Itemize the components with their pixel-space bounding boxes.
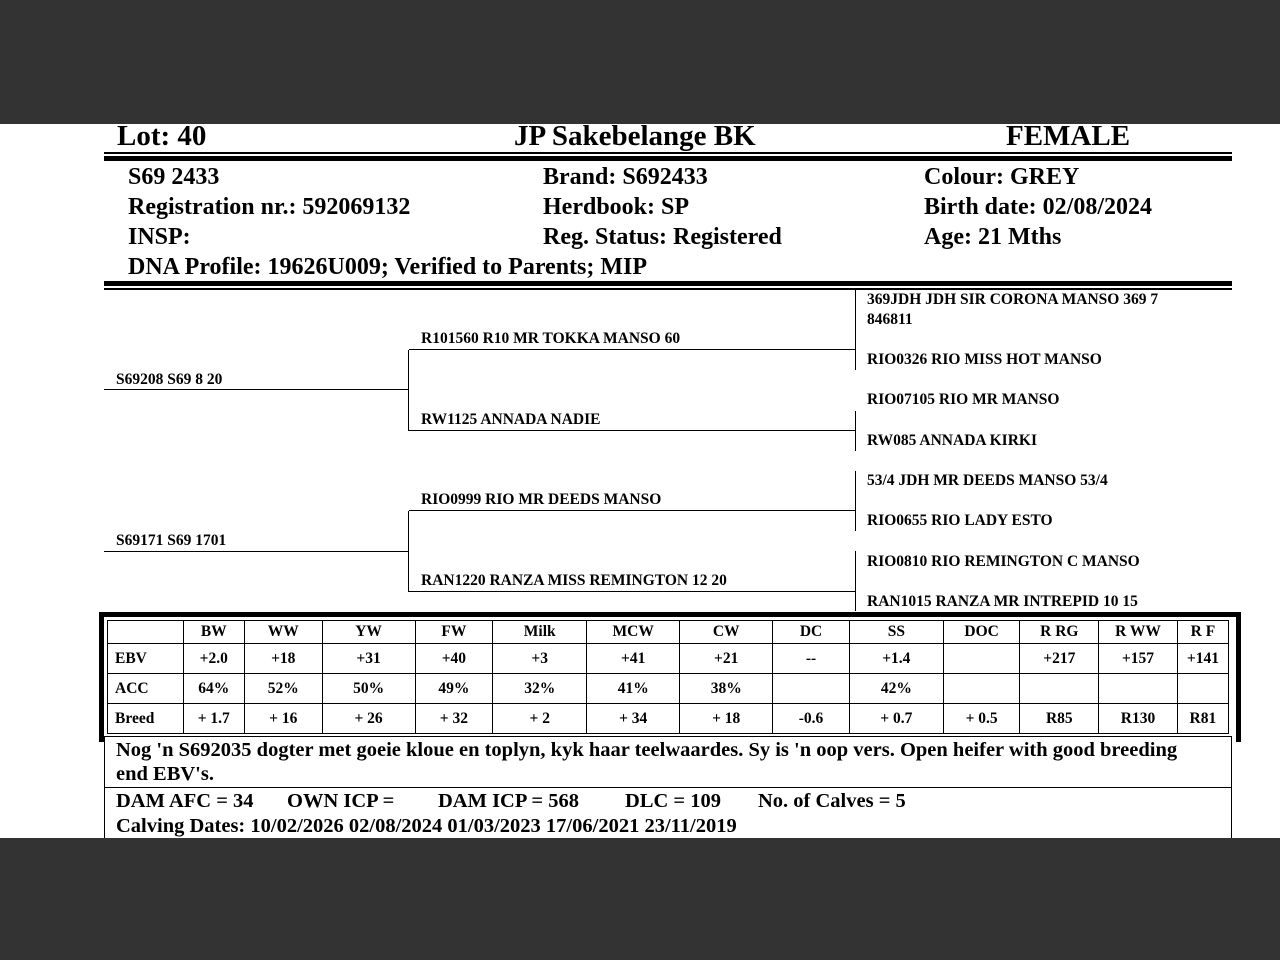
- acc-cell: 49%: [415, 674, 493, 704]
- acc-row-label: ACC: [108, 674, 184, 704]
- dam-sire-name: RIO0999 RIO MR DEEDS MANSO: [421, 491, 662, 508]
- ebv-header-cell: YW: [322, 621, 415, 644]
- acc-row: [108, 674, 1229, 704]
- pedigree-line-dam-sire: [409, 510, 856, 511]
- acc-cell: [1020, 674, 1099, 704]
- pedigree-line-sire-dam: [409, 430, 856, 431]
- ebv-cell: +141: [1177, 644, 1228, 674]
- ggp-name-1: 369JDH JDH SIR CORONA MANSO 369 7 846811: [867, 291, 1159, 328]
- birth-date: Birth date: 02/08/2024: [924, 194, 1152, 220]
- acc-cell: [1099, 674, 1178, 704]
- breed-cell: + 0.7: [849, 704, 943, 734]
- header-rule-thick: [104, 156, 1232, 161]
- breed-cell: + 2: [493, 704, 587, 734]
- herdbook: Herdbook: SP: [543, 194, 690, 220]
- dam-dam-name: RAN1220 RANZA MISS REMINGTON 12 20: [421, 572, 727, 589]
- sire-name: S69208 S69 8 20: [116, 371, 223, 388]
- dna-profile: DNA Profile: 19626U009; Verified to Parents; MIP: [128, 254, 648, 280]
- ebv-header-cell: [108, 621, 184, 644]
- dam-name: S69171 S69 1701: [116, 532, 227, 549]
- ebv-row: [108, 644, 1229, 674]
- ggp-name-2: RIO0326 RIO MISS HOT MANSO: [867, 351, 1102, 368]
- ebv-cell: +21: [680, 644, 773, 674]
- breed-cell: + 34: [587, 704, 680, 734]
- ggp-name-5: 53/4 JDH MR DEEDS MANSO 53/4: [867, 472, 1108, 489]
- comment-text: Nog 'n S692035 dogter met goeie kloue en toplyn, kyk haar teelwaardes. Sy is 'n oop vers. Open heifer with good breeding end EBV's.: [116, 739, 1178, 785]
- acc-cell: 52%: [244, 674, 322, 704]
- breed-cell: + 26: [322, 704, 415, 734]
- breed-cell: + 32: [415, 704, 493, 734]
- breed-cell: + 16: [244, 704, 322, 734]
- dam-stats-box: [104, 787, 1232, 838]
- breed-row-label: Breed: [108, 704, 184, 734]
- pedigree-bracket-1: [855, 290, 856, 370]
- owner-name: JP Sakebelange BK: [514, 124, 756, 152]
- acc-cell: [1177, 674, 1228, 704]
- acc-cell: 32%: [493, 674, 587, 704]
- ebv-header-cell: CW: [680, 621, 773, 644]
- header-rule-thin: [104, 152, 1232, 154]
- sire-dam-name: RW1125 ANNADA NADIE: [421, 411, 601, 428]
- ggp-name-3: RIO07105 RIO MR MANSO: [867, 391, 1060, 408]
- ebv-header-cell: DOC: [943, 621, 1020, 644]
- breed-cell: R81: [1177, 704, 1228, 734]
- ebv-cell: +1.4: [849, 644, 943, 674]
- pedigree-bracket-dam: [408, 511, 409, 592]
- acc-cell: 50%: [322, 674, 415, 704]
- lot-label: Lot: 40: [117, 124, 207, 152]
- animal-id: S69 2433: [128, 164, 220, 190]
- ebv-cell: --: [773, 644, 850, 674]
- colour: Colour: GREY: [924, 164, 1080, 190]
- pedigree-bracket-4: [855, 551, 856, 611]
- calving-dates: Calving Dates: 10/02/2026 02/08/2024 01/03/2023 17/06/2021 23/11/2019: [116, 815, 737, 837]
- ebv-header-cell: BW: [183, 621, 244, 644]
- ebv-header-row: [108, 621, 1229, 644]
- ggp-name-4: RW085 ANNADA KIRKI: [867, 432, 1037, 449]
- ebv-header-cell: DC: [773, 621, 850, 644]
- reg-status: Reg. Status: Registered: [543, 224, 782, 250]
- acc-cell: [773, 674, 850, 704]
- ebv-header-cell: R F: [1177, 621, 1228, 644]
- sire-sire-name: R101560 R10 MR TOKKA MANSO 60: [421, 330, 681, 347]
- breed-cell: + 0.5: [943, 704, 1020, 734]
- acc-cell: 38%: [680, 674, 773, 704]
- no-of-calves: No. of Calves = 5: [758, 790, 906, 812]
- sex-label: FEMALE: [1006, 124, 1131, 152]
- ebv-cell: [943, 644, 1020, 674]
- acc-cell: 42%: [849, 674, 943, 704]
- breed-cell: R130: [1099, 704, 1178, 734]
- ebv-header-cell: MCW: [587, 621, 680, 644]
- acc-cell: 64%: [183, 674, 244, 704]
- ggp-name-8: RAN1015 RANZA MR INTREPID 10 15: [867, 593, 1138, 610]
- ebv-cell: +41: [587, 644, 680, 674]
- lot-sheet: [0, 124, 1280, 838]
- dam-afc: DAM AFC = 34: [116, 790, 254, 812]
- ebv-cell: +217: [1020, 644, 1099, 674]
- info-rule-thick: [104, 281, 1232, 286]
- insp-label: INSP:: [128, 224, 191, 250]
- ebv-header-cell: R RG: [1020, 621, 1099, 644]
- breed-row: [108, 704, 1229, 734]
- ebv-header-cell: FW: [415, 621, 493, 644]
- comment-box: [104, 736, 1232, 788]
- ebv-cell: +18: [244, 644, 322, 674]
- acc-cell: [943, 674, 1020, 704]
- pedigree-line-dam: [104, 551, 409, 552]
- breed-cell: + 18: [680, 704, 773, 734]
- dlc: DLC = 109: [625, 790, 721, 812]
- pedigree-bracket-sire: [408, 350, 409, 431]
- ggp-name-6: RIO0655 RIO LADY ESTO: [867, 512, 1053, 529]
- pedigree-line-sire-sire: [409, 349, 856, 350]
- ebv-header-cell: SS: [849, 621, 943, 644]
- ebv-cell: +3: [493, 644, 587, 674]
- ebv-cell: +31: [322, 644, 415, 674]
- ebv-table: [107, 620, 1229, 734]
- pedigree-bracket-3: [855, 471, 856, 531]
- brand: Brand: S692433: [543, 164, 708, 190]
- ggp-name-7: RIO0810 RIO REMINGTON C MANSO: [867, 553, 1140, 570]
- ebv-row-label: EBV: [108, 644, 184, 674]
- ebv-header-cell: Milk: [493, 621, 587, 644]
- registration-number: Registration nr.: 592069132: [128, 194, 411, 220]
- age: Age: 21 Mths: [924, 224, 1062, 250]
- ebv-cell: +40: [415, 644, 493, 674]
- ebv-cell: +2.0: [183, 644, 244, 674]
- ebv-cell: +157: [1099, 644, 1178, 674]
- own-icp: OWN ICP =: [287, 790, 395, 812]
- pedigree-line-dam-dam: [409, 591, 856, 592]
- breed-cell: + 1.7: [183, 704, 244, 734]
- breed-cell: R85: [1020, 704, 1099, 734]
- acc-cell: 41%: [587, 674, 680, 704]
- breed-cell: -0.6: [773, 704, 850, 734]
- ebv-header-cell: WW: [244, 621, 322, 644]
- ebv-header-cell: R WW: [1099, 621, 1178, 644]
- dam-icp: DAM ICP = 568: [438, 790, 579, 812]
- pedigree-bracket-2: [855, 411, 856, 451]
